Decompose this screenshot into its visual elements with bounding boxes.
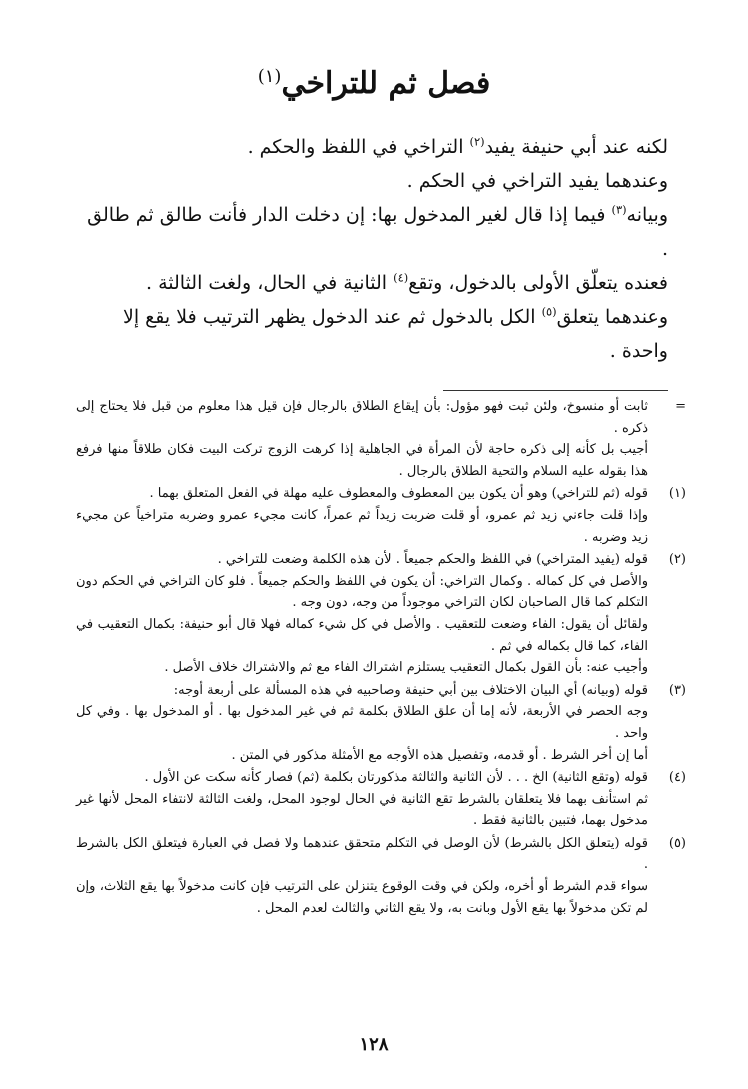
main-paragraph-text: فعنده يتعلّق الأولى بالدخول، وتقع [408,272,668,294]
main-paragraph-text: وعندهما يفيد التراخي في الحكم . [406,170,668,192]
footnote-paragraph: سواء قدم الشرط أو أخره، ولكن في وقت الوقوع يتنزلن على الترتيب فإن كانت مدخولاً بها يقع الثلاث، وإن لم تكن مدخولاً بها يقع الأول وبانت به، ولا يقع الثاني والثالث لعدم المحل . [76,879,648,916]
footnote-body [76,396,648,482]
footnote-number: (٤) [668,770,686,786]
footnote-1 [76,483,686,548]
footnote-number: (٣) [668,682,686,698]
footnote-paragraph: وأجيب عنه: بأن القول بكمال التعقيب يستلزم اشتراك الفاء مع ثم والاشتراك خلاف الأصل . [164,660,648,676]
footnote-ref: (٣) [611,202,627,217]
footnote-paragraph: قوله (وتقع الثانية) الخ . . . لأن الثانية والثالثة مذكورتان بكلمة (ثم) فصار كأنه سكت عن الأول . [144,770,648,786]
main-text [78,130,668,368]
footnote-paragraph: قوله (وبيانه) أي البيان الاختلاف بين أبي حنيفة وصاحبيه في هذه المسألة على أربعة أوجه: [173,682,648,698]
main-paragraph [78,266,668,300]
footnote-ref: (٤) [393,270,409,285]
footnote-paragraph: ثم استأنف بهما فلا يتعلقان بالشرط تقع الثانية في الحال لوجود المحل، ولغت الثالثة لانتفاء المحل لأنها غير مدخول بهما، فتبين بالثانية فقط . [76,791,648,829]
main-paragraph-text: وعندهما يتعلق [556,306,668,328]
main-paragraph-text: الكل بالدخول ثم عند الدخول يظهر الترتيب فلا يقع إلا واحدة . [123,306,668,362]
main-paragraph-text: وبيانه [626,204,668,226]
footnote-5 [76,833,686,919]
main-paragraph-text: فيما إذا قال لغير المدخول بها: إن دخلت الدار فأنت طالق ثم طالق . [87,204,668,260]
footnote-paragraph: قوله (ثم للتراخي) وهو أن يكون بين المعطوف والمعطوف عليه مهلة في الفعل المتعلق بهما . [149,486,648,502]
footnote-body [76,767,648,832]
footnote-body [76,549,648,679]
footnote-number: (٥) [668,835,686,851]
section-title [0,62,748,106]
footnote-divider [443,390,668,391]
footnote-paragraph: قوله (يتعلق الكل بالشرط) لأن الوصل في التكلم متحقق عندهما ولا فصل في العبارة فيتعلق الكل بالشرط . [76,835,648,873]
main-paragraph-text: الثانية في الحال، ولغت الثالثة . [145,272,394,294]
section-title-footnote-ref: (١) [257,66,282,87]
footnote-body [76,680,648,766]
main-paragraph-text: لكنه عند أبي حنيفة يفيد [484,136,668,158]
main-paragraph-text: التراخي في اللفظ والحكم . [247,136,470,158]
footnote-2 [76,549,686,679]
footnote-paragraph: أجيب بل كأنه إلى ذكره حاجة لأن المرأة في الجاهلية إذا كرهت الزوج تركت البيت فكان طلاقاً منها فرفع هذا بقوله عليه السلام والتحية الطلاق بالرجال . [76,442,648,479]
footnote-body [76,833,648,919]
footnote-number: = [675,399,686,414]
footnote-paragraph: وجه الحصر في الأربعة، لأنه إما أن علق الطلاق بكلمة ثم في غير المدخول بها . أو المدخول بها . وفي كل واحد . [76,704,648,741]
footnote-number: (٢) [668,552,686,568]
main-paragraph [78,300,668,368]
footnote-number: (١) [668,486,686,502]
footnote-ref: (٥) [541,304,557,319]
footnote-body [76,483,648,548]
footnote-paragraph: والأصل في كل كماله . وكمال التراخي: أن يكون في اللفظ والحكم جميعاً . فلو كان التراخي في الحكم دون التكلم كما قال الصاحبان لكان التراخي موجوداً من وجه، دون وجه . [76,573,648,611]
footnote-paragraph: وإذا قلت جاءني زيد ثم عمرو، أو قلت ضربت زيداً ثم عمراً، كانت مجيء عمرو وضربه متراخياً عن مجيء زيد وضربه . [76,507,648,545]
footnote-paragraph: قوله (يفيد المتراخي) في اللفظ والحكم جميعاً . لأن هذه الكلمة وضعت للتراخي . [217,552,648,568]
main-paragraph [78,164,668,198]
footnotes [76,396,686,920]
footnote-ref: (٢) [469,134,485,149]
footnote-4 [76,767,686,832]
main-paragraph [78,130,668,164]
section-title-text: فصل ثم للتراخي [281,66,491,101]
footnote-paragraph: ولقائل أن يقول: الفاء وضعت للتعقيب . والأصل في كل شيء كماله فهلا قال أبو حنيفة: بكمال التعقيب في الفاء، كما قال بكماله في ثم . [76,616,648,654]
footnote-paragraph: ثابت أو منسوخ، ولئن ثبت فهو مؤول: بأن إيقاع الطلاق بالرجال فإن قيل هذا معلوم من قبل فلا يحتاج إلى ذكره . [76,399,648,436]
page-number: ١٢٨ [359,1034,389,1055]
footnote-continuation [76,396,686,482]
footnote-3 [76,680,686,766]
main-paragraph [78,198,668,266]
footnote-paragraph: أما إن أخر الشرط . أو قدمه، وتفصيل هذه الأوجه مع الأمثلة مذكور في المتن . [231,747,648,763]
